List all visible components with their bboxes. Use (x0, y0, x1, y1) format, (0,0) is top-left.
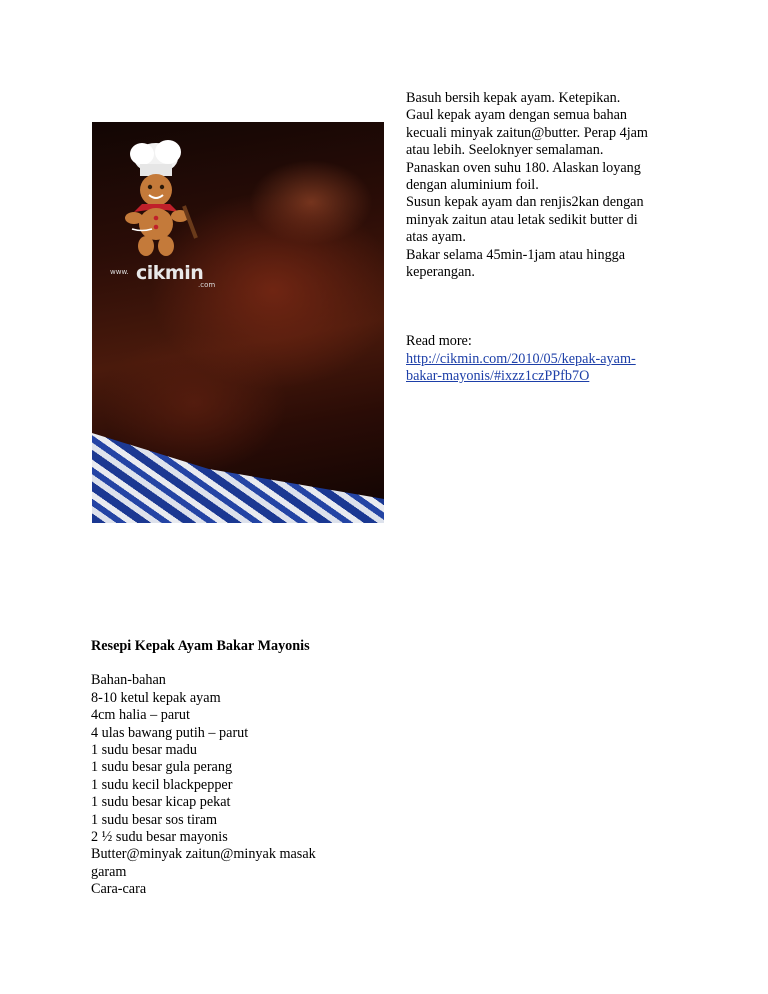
instruction-line: atas ayam. (406, 229, 466, 246)
read-more-link-line1: http://cikmin.com/2010/05/kepak-ayam- (406, 350, 636, 367)
ingredient-item: 8-10 ketul kepak ayam (91, 689, 221, 706)
gingerbread-chef-logo-icon (112, 132, 207, 262)
ingredient-item: 2 ½ sudu besar mayonis (91, 829, 228, 846)
instruction-line: keperangan. (406, 264, 475, 281)
instruction-line: Gaul kepak ayam dengan semua bahan (406, 107, 628, 124)
watermark-brand: cikmin (136, 262, 204, 284)
spacer (406, 281, 674, 333)
ingredient-item: garam (91, 863, 127, 880)
recipe-section (91, 638, 391, 899)
recipe-photo (92, 122, 384, 523)
instructions-block (406, 90, 674, 386)
ingredient-item: 1 sudu kecil blackpepper (91, 776, 233, 793)
recipe-title: Resepi Kepak Ayam Bakar Mayonis (91, 638, 310, 654)
instruction-line: Bakar selama 45min-1jam atau hingga (406, 246, 626, 263)
read-more-link-wrapper (406, 351, 674, 386)
instruction-line: Susun kepak ayam dan renjis2kan dengan (406, 194, 644, 211)
read-more-label: Read more: (406, 333, 472, 350)
ingredient-item: 1 sudu besar madu (91, 742, 197, 759)
watermark-suffix: .com (198, 281, 216, 289)
watermark-prefix: www. (110, 268, 129, 276)
instruction-line: kecuali minyak zaitun@butter. Perap 4jam (406, 124, 648, 141)
blue-plate-pattern (92, 403, 384, 523)
method-heading: Cara-cara (91, 881, 147, 898)
instruction-line: Basuh bersih kepak ayam. Ketepikan. (406, 90, 621, 106)
ingredients-heading: Bahan-bahan (91, 672, 166, 689)
ingredient-item: 4 ulas bawang putih – parut (91, 724, 249, 741)
ingredient-item: 1 sudu besar kicap pekat (91, 794, 231, 811)
ingredient-item: 1 sudu besar sos tiram (91, 811, 218, 828)
instruction-line: minyak zaitun atau letak sedikit butter di (406, 211, 638, 228)
instruction-line: dengan aluminium foil. (406, 177, 539, 194)
instruction-line: Panaskan oven suhu 180. Alaskan loyang (406, 159, 641, 176)
ingredient-item: 4cm halia – parut (91, 707, 190, 724)
instruction-line: atau lebih. Seeloknyer semalaman. (406, 142, 604, 159)
read-more-link[interactable] (406, 351, 636, 384)
ingredient-item: Butter@minyak zaitun@minyak masak (91, 846, 316, 863)
read-more-link-line2: bakar-mayonis/#ixzz1czPPfb7O (406, 368, 590, 385)
ingredient-item: 1 sudu besar gula perang (91, 759, 233, 776)
